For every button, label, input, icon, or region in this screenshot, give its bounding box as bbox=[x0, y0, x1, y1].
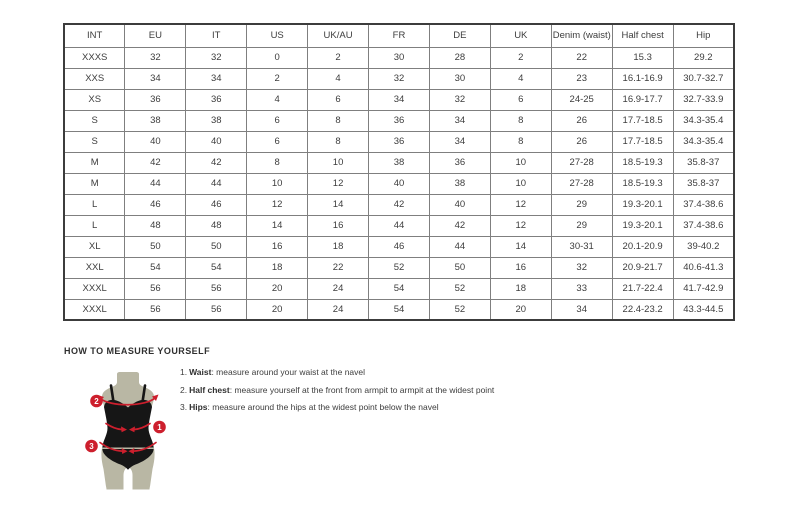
size-cell: 32 bbox=[369, 68, 430, 89]
size-cell: 17.7-18.5 bbox=[612, 131, 673, 152]
size-row bbox=[64, 131, 734, 152]
size-cell: 18.5-19.3 bbox=[612, 152, 673, 173]
size-cell: 18 bbox=[308, 236, 369, 257]
size-cell: 12 bbox=[247, 194, 308, 215]
size-cell: XL bbox=[64, 236, 125, 257]
size-cell: 46 bbox=[369, 236, 430, 257]
size-cell: 38 bbox=[369, 152, 430, 173]
size-cell: 43.3-44.5 bbox=[673, 299, 734, 320]
size-cell: 10 bbox=[308, 152, 369, 173]
size-cell: 16.1-16.9 bbox=[612, 68, 673, 89]
size-cell: 50 bbox=[429, 257, 490, 278]
size-cell: 16 bbox=[490, 257, 551, 278]
size-cell: 44 bbox=[369, 215, 430, 236]
size-row bbox=[64, 236, 734, 257]
size-cell: 54 bbox=[125, 257, 186, 278]
size-cell: 20 bbox=[490, 299, 551, 320]
size-cell: 8 bbox=[308, 110, 369, 131]
size-row bbox=[64, 47, 734, 68]
size-cell: M bbox=[64, 173, 125, 194]
column-header-hip: Hip bbox=[673, 24, 734, 47]
size-cell: 12 bbox=[490, 194, 551, 215]
size-cell: 2 bbox=[247, 68, 308, 89]
size-row bbox=[64, 194, 734, 215]
badge-waist-number: 1 bbox=[157, 423, 162, 432]
column-header-eu: EU bbox=[125, 24, 186, 47]
size-row bbox=[64, 278, 734, 299]
size-cell: 40 bbox=[429, 194, 490, 215]
size-row bbox=[64, 299, 734, 320]
size-cell: 56 bbox=[125, 278, 186, 299]
size-cell: 32 bbox=[186, 47, 247, 68]
instruction-half-chest-label: Half chest bbox=[189, 384, 230, 395]
size-cell: 16 bbox=[308, 215, 369, 236]
size-cell: 38 bbox=[125, 110, 186, 131]
size-cell: 32 bbox=[429, 89, 490, 110]
size-cell: 36 bbox=[369, 110, 430, 131]
size-cell: 6 bbox=[247, 131, 308, 152]
size-cell: 22 bbox=[551, 47, 612, 68]
size-cell: 27-28 bbox=[551, 173, 612, 194]
size-cell: 34 bbox=[551, 299, 612, 320]
size-cell: 6 bbox=[490, 89, 551, 110]
column-header-uk: UK bbox=[490, 24, 551, 47]
size-cell: 56 bbox=[186, 299, 247, 320]
size-cell: 41.7-42.9 bbox=[673, 278, 734, 299]
size-cell: 32 bbox=[125, 47, 186, 68]
size-cell: 36 bbox=[125, 89, 186, 110]
size-cell: 37.4-38.6 bbox=[673, 194, 734, 215]
size-cell: 50 bbox=[125, 236, 186, 257]
size-cell: 6 bbox=[247, 110, 308, 131]
size-cell: 37.4-38.6 bbox=[673, 215, 734, 236]
size-cell: 12 bbox=[490, 215, 551, 236]
instruction-waist bbox=[180, 368, 494, 377]
size-cell: 36 bbox=[369, 131, 430, 152]
size-cell: 12 bbox=[308, 173, 369, 194]
size-cell: 14 bbox=[247, 215, 308, 236]
size-cell: XXXS bbox=[64, 47, 125, 68]
size-cell: 52 bbox=[429, 299, 490, 320]
size-cell: 34.3-35.4 bbox=[673, 131, 734, 152]
size-row bbox=[64, 257, 734, 278]
size-cell: 20 bbox=[247, 299, 308, 320]
instruction-waist-text: : measure around your waist at the navel bbox=[211, 367, 366, 377]
size-cell: 20.1-20.9 bbox=[612, 236, 673, 257]
size-cell: 40 bbox=[186, 131, 247, 152]
size-cell: 44 bbox=[429, 236, 490, 257]
size-cell: 34 bbox=[429, 110, 490, 131]
column-header-half-chest: Half chest bbox=[612, 24, 673, 47]
size-cell: 39-40.2 bbox=[673, 236, 734, 257]
size-cell: L bbox=[64, 194, 125, 215]
size-cell: 10 bbox=[490, 152, 551, 173]
size-row bbox=[64, 110, 734, 131]
size-cell: 54 bbox=[186, 257, 247, 278]
size-cell: 19.3-20.1 bbox=[612, 194, 673, 215]
size-cell: XXXL bbox=[64, 278, 125, 299]
size-cell: 32 bbox=[551, 257, 612, 278]
size-cell: 16.9-17.7 bbox=[612, 89, 673, 110]
size-cell: 34 bbox=[186, 68, 247, 89]
size-cell: 20 bbox=[247, 278, 308, 299]
size-cell: 34.3-35.4 bbox=[673, 110, 734, 131]
size-cell: 23 bbox=[551, 68, 612, 89]
size-cell: 42 bbox=[429, 215, 490, 236]
instruction-half-chest-number: 2. bbox=[180, 384, 188, 395]
size-cell: 15.3 bbox=[612, 47, 673, 68]
size-cell: S bbox=[64, 131, 125, 152]
instruction-hips bbox=[180, 403, 494, 412]
column-header-fr: FR bbox=[369, 24, 430, 47]
size-cell: 22 bbox=[308, 257, 369, 278]
size-cell: 34 bbox=[369, 89, 430, 110]
size-cell: L bbox=[64, 215, 125, 236]
size-cell: XXS bbox=[64, 68, 125, 89]
size-cell: XXL bbox=[64, 257, 125, 278]
size-cell: 54 bbox=[369, 299, 430, 320]
size-chart-header-row bbox=[64, 24, 734, 47]
size-cell: 19.3-20.1 bbox=[612, 215, 673, 236]
size-cell: 40 bbox=[125, 131, 186, 152]
size-cell: 4 bbox=[308, 68, 369, 89]
mannequin-illustration bbox=[83, 371, 179, 491]
column-header-us: US bbox=[247, 24, 308, 47]
size-cell: XXXL bbox=[64, 299, 125, 320]
size-cell: 30.7-32.7 bbox=[673, 68, 734, 89]
size-cell: 29 bbox=[551, 215, 612, 236]
size-cell: 46 bbox=[125, 194, 186, 215]
size-cell: 44 bbox=[186, 173, 247, 194]
size-cell: 18.5-19.3 bbox=[612, 173, 673, 194]
size-row bbox=[64, 215, 734, 236]
size-cell: XS bbox=[64, 89, 125, 110]
size-chart-body bbox=[64, 47, 734, 320]
size-cell: 52 bbox=[429, 278, 490, 299]
size-cell: 2 bbox=[490, 47, 551, 68]
size-cell: 10 bbox=[490, 173, 551, 194]
column-header-int: INT bbox=[64, 24, 125, 47]
size-cell: 34 bbox=[429, 131, 490, 152]
size-cell: 29.2 bbox=[673, 47, 734, 68]
size-cell: 22.4-23.2 bbox=[612, 299, 673, 320]
size-cell: 52 bbox=[369, 257, 430, 278]
size-cell: 18 bbox=[490, 278, 551, 299]
size-row bbox=[64, 89, 734, 110]
size-cell: 14 bbox=[490, 236, 551, 257]
size-cell: 48 bbox=[125, 215, 186, 236]
size-cell: 8 bbox=[247, 152, 308, 173]
size-cell: 56 bbox=[186, 278, 247, 299]
size-row bbox=[64, 173, 734, 194]
size-cell: 24 bbox=[308, 278, 369, 299]
size-cell: M bbox=[64, 152, 125, 173]
size-cell: 27-28 bbox=[551, 152, 612, 173]
size-cell: 20.9-21.7 bbox=[612, 257, 673, 278]
instruction-hips-text: : measure around the hips at the widest point below the navel bbox=[207, 402, 439, 412]
size-cell: 17.7-18.5 bbox=[612, 110, 673, 131]
measure-instructions bbox=[180, 368, 494, 421]
size-cell: 32.7-33.9 bbox=[673, 89, 734, 110]
size-cell: 54 bbox=[369, 278, 430, 299]
size-cell: 40 bbox=[369, 173, 430, 194]
size-row bbox=[64, 68, 734, 89]
size-cell: 36 bbox=[186, 89, 247, 110]
size-cell: 8 bbox=[490, 110, 551, 131]
size-cell: 26 bbox=[551, 110, 612, 131]
size-cell: 56 bbox=[125, 299, 186, 320]
column-header-it: IT bbox=[186, 24, 247, 47]
how-to-measure-heading: HOW TO MEASURE YOURSELF bbox=[64, 346, 211, 356]
size-cell: 30 bbox=[369, 47, 430, 68]
size-cell: 50 bbox=[186, 236, 247, 257]
size-cell: 48 bbox=[186, 215, 247, 236]
size-cell: 30 bbox=[429, 68, 490, 89]
size-cell: 38 bbox=[186, 110, 247, 131]
size-cell: 24-25 bbox=[551, 89, 612, 110]
size-cell: 24 bbox=[308, 299, 369, 320]
size-cell: 42 bbox=[369, 194, 430, 215]
size-cell: 33 bbox=[551, 278, 612, 299]
size-cell: 42 bbox=[186, 152, 247, 173]
size-cell: 42 bbox=[125, 152, 186, 173]
size-cell: 46 bbox=[186, 194, 247, 215]
size-cell: 4 bbox=[247, 89, 308, 110]
size-cell: 36 bbox=[429, 152, 490, 173]
measurement-figure bbox=[83, 371, 179, 491]
size-cell: 6 bbox=[308, 89, 369, 110]
size-cell: 30-31 bbox=[551, 236, 612, 257]
size-cell: 8 bbox=[490, 131, 551, 152]
size-cell: 0 bbox=[247, 47, 308, 68]
column-header-denim-waist-: Denim (waist) bbox=[551, 24, 612, 47]
size-cell: 29 bbox=[551, 194, 612, 215]
size-cell: 38 bbox=[429, 173, 490, 194]
size-cell: 10 bbox=[247, 173, 308, 194]
instruction-waist-label: Waist bbox=[189, 367, 212, 377]
badge-chest-number: 2 bbox=[94, 397, 99, 406]
size-cell: 2 bbox=[308, 47, 369, 68]
size-cell: 35.8-37 bbox=[673, 152, 734, 173]
size-cell: 44 bbox=[125, 173, 186, 194]
size-cell: 26 bbox=[551, 131, 612, 152]
size-chart-table bbox=[63, 23, 735, 321]
size-cell: 35.8-37 bbox=[673, 173, 734, 194]
size-cell: 40.6-41.3 bbox=[673, 257, 734, 278]
badge-hips-number: 3 bbox=[89, 442, 94, 451]
instruction-half-chest-text: : measure yourself at the front from armpit to armpit at the widest point bbox=[229, 384, 495, 395]
column-header-de: DE bbox=[429, 24, 490, 47]
column-header-uk-au: UK/AU bbox=[308, 24, 369, 47]
size-cell: 8 bbox=[308, 131, 369, 152]
size-cell: S bbox=[64, 110, 125, 131]
size-cell: 14 bbox=[308, 194, 369, 215]
size-cell: 28 bbox=[429, 47, 490, 68]
instruction-waist-number: 1. bbox=[180, 367, 188, 377]
size-cell: 16 bbox=[247, 236, 308, 257]
instruction-hips-number: 3. bbox=[180, 402, 188, 412]
size-chart-header bbox=[64, 24, 734, 47]
size-cell: 21.7-22.4 bbox=[612, 278, 673, 299]
instruction-hips-label: Hips bbox=[189, 402, 208, 412]
size-cell: 4 bbox=[490, 68, 551, 89]
size-cell: 34 bbox=[125, 68, 186, 89]
size-row bbox=[64, 152, 734, 173]
size-cell: 18 bbox=[247, 257, 308, 278]
instruction-half-chest bbox=[180, 386, 494, 395]
